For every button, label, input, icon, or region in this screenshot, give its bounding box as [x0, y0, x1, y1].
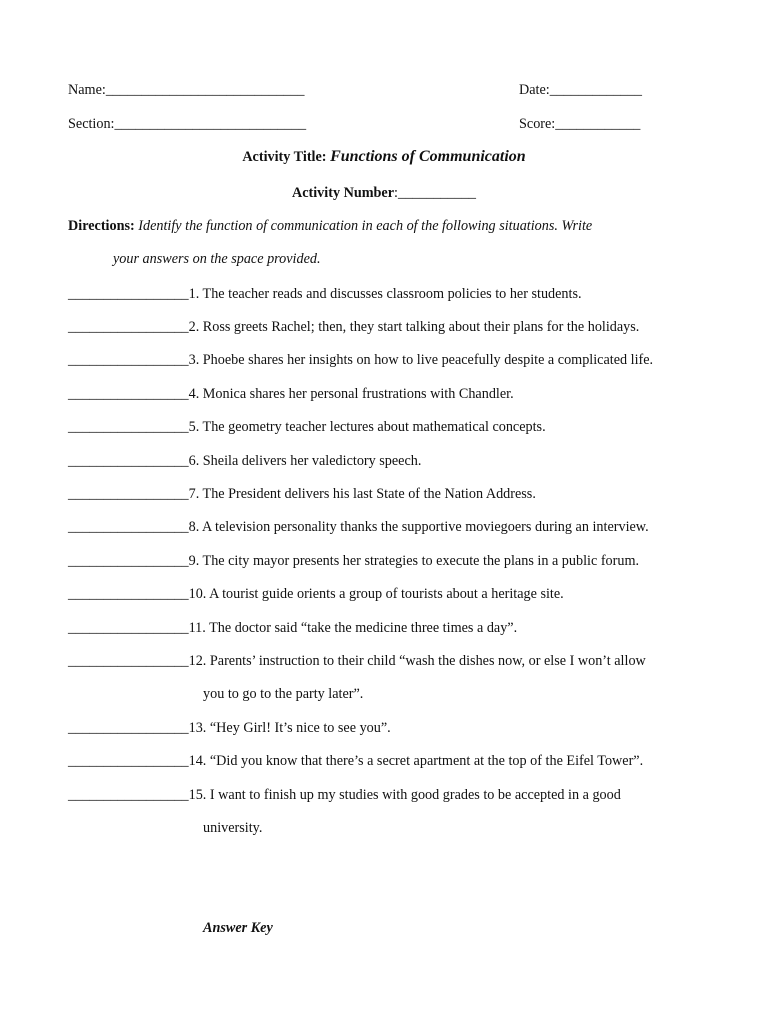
answer-blank[interactable]: _________________: [68, 620, 189, 636]
question-item: [68, 586, 564, 603]
directions-line2: your answers on the space provided.: [113, 251, 321, 267]
activity-number-label: Activity Number: [291, 185, 395, 201]
question-item: [68, 653, 646, 670]
question-text: 7. The President delivers his last State of the Nation Address.: [188, 486, 536, 502]
date-blank[interactable]: _____________: [549, 82, 642, 98]
activity-title-label: Activity Title:: [242, 149, 331, 165]
question-text: 10. A tourist guide orients a group of tourists about a heritage site.: [188, 586, 564, 602]
answer-blank[interactable]: _________________: [68, 419, 189, 435]
name-blank[interactable]: ____________________________: [105, 82, 305, 98]
answer-blank[interactable]: _________________: [68, 286, 189, 302]
name-label: Name:: [68, 82, 106, 98]
question-text: 1. The teacher reads and discusses classroom policies to her students.: [188, 286, 582, 302]
score-label: Score:: [519, 116, 556, 132]
question-text: 9. The city mayor presents her strategies to execute the plans in a public forum.: [188, 553, 640, 569]
question-item: [68, 720, 391, 737]
activity-title-value: Functions of Communication: [330, 148, 526, 165]
question-item: [68, 453, 421, 470]
question-text: 3. Phoebe shares her insights on how to live peacefully despite a complicated life.: [188, 352, 654, 368]
question-text: 8. A television personality thanks the supportive moviegoers during an interview.: [188, 519, 649, 535]
answer-blank[interactable]: _________________: [68, 386, 189, 402]
answer-blank[interactable]: _________________: [68, 586, 189, 602]
question-item: [68, 787, 621, 804]
answer-blank[interactable]: _________________: [68, 352, 189, 368]
date-label: Date:: [519, 82, 550, 98]
question-item: [68, 553, 639, 570]
answer-blank[interactable]: _________________: [68, 319, 189, 335]
question-text: 6. Sheila delivers her valedictory speech.: [188, 453, 422, 469]
name-field[interactable]: [68, 82, 304, 99]
activity-number[interactable]: [0, 185, 768, 202]
score-blank[interactable]: ____________: [555, 116, 641, 132]
activity-number-blank[interactable]: :___________: [394, 185, 477, 201]
question-item: [68, 620, 517, 637]
section-field[interactable]: [68, 116, 306, 133]
section-label: Section:: [68, 116, 115, 132]
answer-blank[interactable]: _________________: [68, 720, 189, 736]
question-item: [68, 419, 546, 436]
answer-blank[interactable]: _________________: [68, 753, 189, 769]
question-item: [68, 753, 643, 770]
question-item: [68, 386, 514, 403]
date-field[interactable]: [519, 82, 642, 99]
question-item: [68, 486, 536, 503]
score-field[interactable]: [519, 116, 640, 133]
answer-key-heading: Answer Key: [203, 920, 273, 936]
answer-blank[interactable]: _________________: [68, 787, 189, 803]
question-text: 2. Ross greets Rachel; then, they start talking about their plans for the holidays.: [188, 319, 640, 335]
question-text: 14. “Did you know that there’s a secret apartment at the top of the Eifel Tower”.: [188, 753, 644, 769]
question-continuation: you to go to the party later”.: [203, 686, 364, 702]
directions-label: Directions:: [68, 218, 139, 234]
question-item: [68, 352, 653, 369]
activity-title: [0, 148, 768, 166]
question-text: 13. “Hey Girl! It’s nice to see you”.: [188, 720, 391, 736]
question-item: [68, 319, 639, 336]
answer-blank[interactable]: _________________: [68, 653, 189, 669]
question-text: 11. The doctor said “take the medicine three times a day”.: [188, 620, 518, 636]
answer-blank[interactable]: _________________: [68, 453, 189, 469]
directions: [68, 218, 592, 235]
directions-line1: Identify the function of communication in each of the following situations. Write: [138, 218, 593, 234]
question-continuation: university.: [203, 820, 263, 836]
question-text: 15. I want to finish up my studies with good grades to be accepted in a good: [188, 787, 621, 803]
question-item: [68, 286, 582, 303]
answer-blank[interactable]: _________________: [68, 486, 189, 502]
question-item: [68, 519, 649, 536]
section-blank[interactable]: ___________________________: [114, 116, 307, 132]
question-text: 4. Monica shares her personal frustrations with Chandler.: [188, 386, 514, 402]
question-text: 12. Parents’ instruction to their child “wash the dishes now, or else I won’t allow: [188, 653, 646, 669]
answer-blank[interactable]: _________________: [68, 553, 189, 569]
question-text: 5. The geometry teacher lectures about mathematical concepts.: [188, 419, 546, 435]
answer-blank[interactable]: _________________: [68, 519, 189, 535]
